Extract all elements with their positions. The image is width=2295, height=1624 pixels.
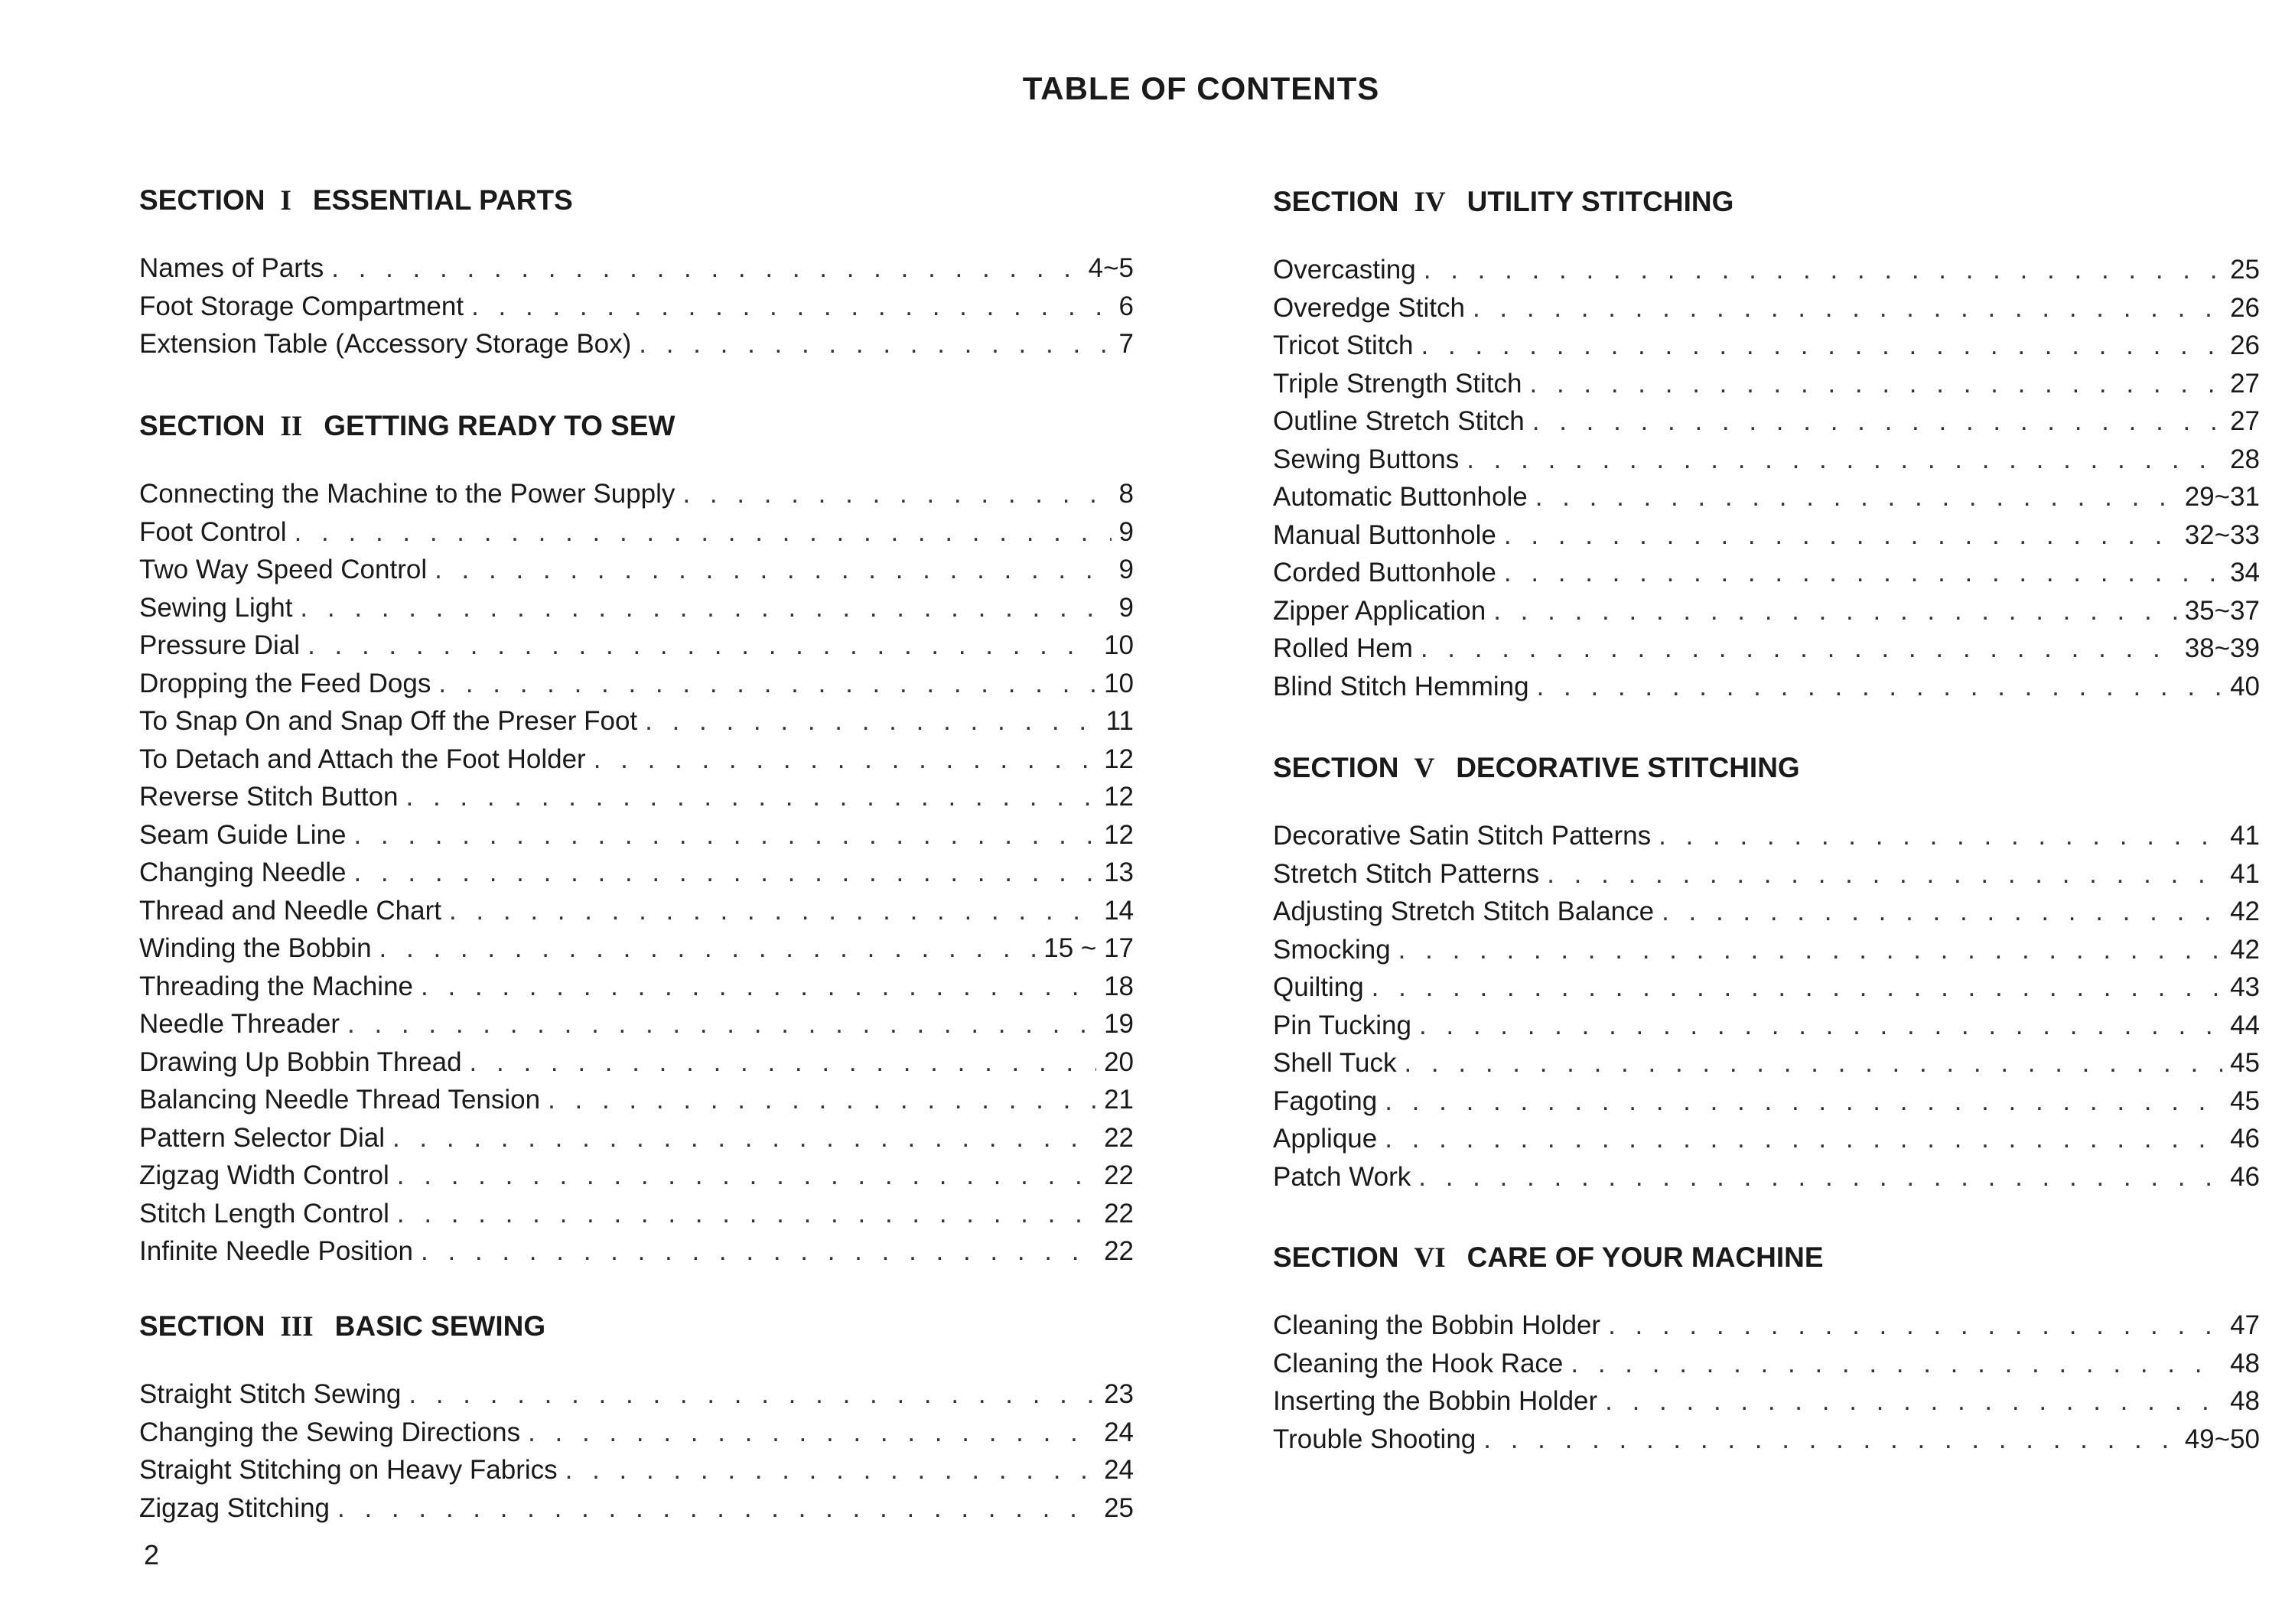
section-numeral: I: [280, 185, 291, 216]
leader-dots: [392, 1119, 1096, 1157]
toc-entry-label: Balancing Needle Thread Tension: [139, 1085, 541, 1115]
toc-entry-label: Zigzag Width Control: [139, 1160, 389, 1190]
toc-entry: [139, 513, 1134, 552]
toc-entry-label: Corded Buttonhole: [1273, 558, 1496, 587]
toc-entry: [1273, 289, 2260, 327]
leader-dots: [1385, 1120, 2222, 1158]
toc-entry-page: 13: [1104, 858, 1134, 887]
toc-entry: [1273, 668, 2260, 706]
toc-entry-page: 19: [1104, 1009, 1134, 1039]
section-numeral: V: [1414, 753, 1435, 784]
toc-entry-label: Pin Tucking: [1273, 1010, 1411, 1040]
toc-entry-page: 45: [2230, 1048, 2260, 1078]
toc-entry: [1273, 931, 2260, 969]
toc-entry-page: 41: [2230, 858, 2260, 889]
toc-entry: [139, 1043, 1134, 1082]
toc-entry-page: 26: [2230, 292, 2260, 323]
leader-dots: [645, 702, 1099, 740]
toc-entry: [1273, 516, 2260, 555]
toc-entry-page: 25: [1104, 1492, 1134, 1523]
toc-entry: [1273, 630, 2260, 668]
toc-entry-page: 34: [2230, 558, 2260, 587]
leader-dots: [639, 325, 1111, 363]
leader-dots: [421, 968, 1096, 1006]
toc-entry-label: To Detach and Attach the Foot Holder: [139, 744, 586, 774]
toc-entry-page: 11: [1105, 706, 1134, 736]
section-heading: [139, 408, 1134, 444]
toc-entry-page: 20: [1104, 1046, 1134, 1077]
section-name: GETTING READY TO SEW: [324, 410, 675, 441]
toc-entry-page: 10: [1104, 668, 1134, 698]
section-prefix: SECTION: [139, 410, 265, 441]
toc-entry: [139, 1005, 1134, 1043]
section-prefix: SECTION: [1273, 752, 1399, 783]
section-name: UTILITY STITCHING: [1467, 186, 1734, 217]
toc-entry-label: Needle Threader: [139, 1009, 340, 1039]
toc-entry: [1273, 441, 2260, 479]
toc-entry: [1273, 365, 2260, 403]
leader-dots: [1473, 289, 2222, 327]
toc-entry: [1273, 968, 2260, 1007]
toc-entry-page: 45: [2230, 1085, 2260, 1116]
leader-dots: [353, 816, 1096, 854]
leader-dots: [1605, 1382, 2222, 1421]
leader-dots: [435, 551, 1111, 589]
toc-entry-page: 7: [1118, 329, 1134, 359]
toc-entry-page: 14: [1104, 895, 1134, 926]
toc-entry-page: 4~5: [1088, 253, 1134, 283]
leader-dots: [1504, 516, 2177, 555]
toc-entry: [139, 1489, 1134, 1528]
toc-entry-label: Cleaning the Bobbin Holder: [1273, 1310, 1601, 1340]
toc-entry-page: 12: [1104, 819, 1134, 850]
toc-entry: [139, 288, 1134, 326]
section-name: ESSENTIAL PARTS: [312, 184, 573, 216]
toc-entry-page: 18: [1104, 971, 1134, 1001]
toc-entry: [1273, 1158, 2260, 1196]
toc-entry-page: 46: [2230, 1161, 2260, 1192]
toc-entry-page: 12: [1104, 782, 1134, 812]
toc-entry-label: Overedge Stitch: [1273, 292, 1465, 323]
toc-entry: [139, 249, 1134, 288]
section-numeral: III: [280, 1311, 314, 1342]
toc-entry-label: Decorative Satin Stitch Patterns: [1273, 821, 1652, 851]
toc-entry: [1273, 1421, 2260, 1459]
toc-entry-page: 23: [1104, 1379, 1134, 1409]
toc-entry: [1273, 893, 2260, 931]
toc-entry: [139, 1157, 1134, 1195]
toc-entry: [1273, 1082, 2260, 1121]
leader-dots: [1662, 893, 2222, 931]
leader-dots: [1385, 1082, 2222, 1121]
toc-entry-page: 24: [1104, 1455, 1134, 1485]
toc-entry: [1273, 251, 2260, 289]
toc-entry-label: Extension Table (Accessory Storage Box): [139, 329, 632, 359]
section-prefix: SECTION: [1273, 186, 1399, 217]
toc-section: [1273, 184, 2260, 705]
toc-entry-page: 32~33: [2184, 519, 2260, 550]
section-numeral: II: [280, 411, 303, 442]
toc-entry: [1273, 1307, 2260, 1345]
toc-entry-label: Quilting: [1273, 972, 1364, 1002]
toc-entry-label: Shell Tuck: [1273, 1048, 1397, 1078]
section-prefix: SECTION: [1273, 1242, 1399, 1273]
leader-dots: [1608, 1307, 2222, 1345]
leader-dots: [1419, 1007, 2222, 1045]
toc-entry-page: 9: [1118, 592, 1134, 623]
leader-dots: [1504, 554, 2222, 592]
toc-entry-page: 42: [2230, 897, 2260, 926]
toc-entry-label: Rolled Hem: [1273, 633, 1413, 663]
leader-dots: [347, 1005, 1096, 1043]
toc-entry-label: Outline Stretch Stitch: [1273, 406, 1525, 436]
leader-dots: [308, 626, 1096, 665]
toc-entry-page: 27: [2230, 368, 2260, 399]
leader-dots: [548, 1081, 1096, 1119]
toc-entry-label: Tricot Stitch: [1273, 330, 1414, 360]
page-number: 2: [144, 1539, 160, 1570]
toc-entry-label: Reverse Stitch Button: [139, 782, 399, 812]
toc-entry-label: Changing Needle: [139, 858, 347, 887]
toc-entry: [139, 1119, 1134, 1157]
leader-dots: [682, 475, 1111, 513]
leader-dots: [397, 1195, 1096, 1233]
toc-entry-page: 42: [2230, 934, 2260, 965]
toc-entry: [139, 589, 1134, 627]
toc-entry-page: 22: [1104, 1122, 1134, 1153]
toc-entry: [139, 892, 1134, 930]
toc-entry: [139, 1232, 1134, 1271]
leader-dots: [1467, 441, 2222, 479]
toc-entry-label: Threading the Machine: [139, 971, 413, 1001]
toc-entry: [1273, 855, 2260, 893]
toc-entry: [139, 665, 1134, 703]
leader-dots: [353, 854, 1096, 892]
toc-section: [139, 182, 1134, 363]
toc-entry-label: Zipper Application: [1273, 595, 1486, 626]
toc-entry-page: 22: [1104, 1236, 1134, 1266]
toc-entry-label: Adjusting Stretch Stitch Balance: [1273, 897, 1655, 926]
toc-entry: [139, 1451, 1134, 1489]
toc-entry: [139, 968, 1134, 1006]
toc-entry: [139, 475, 1134, 513]
toc-entry-page: 6: [1118, 291, 1134, 321]
toc-entry-label: Inserting the Bobbin Holder: [1273, 1386, 1598, 1416]
toc-entry-page: 25: [2230, 255, 2260, 285]
leader-dots: [295, 513, 1112, 552]
toc-entry-label: Seam Guide Line: [139, 819, 347, 850]
toc-entry-list: [139, 475, 1134, 1271]
leader-dots: [1404, 1044, 2222, 1082]
leader-dots: [1421, 630, 2177, 668]
toc-entry-page: 10: [1104, 630, 1134, 660]
toc-entry: [139, 325, 1134, 363]
toc-entry-page: 8: [1118, 479, 1134, 509]
toc-entry-page: 38~39: [2184, 633, 2260, 663]
leader-dots: [594, 740, 1096, 779]
toc-entry-label: Names of Parts: [139, 253, 324, 283]
leader-dots: [1537, 668, 2222, 706]
toc-section: [1273, 750, 2260, 1196]
toc-entry: [1273, 1345, 2260, 1383]
toc-entry: [139, 702, 1134, 740]
leader-dots: [1418, 1158, 2222, 1196]
toc-entry-label: Dropping the Feed Dogs: [139, 668, 431, 698]
toc-entry-page: 48: [2230, 1348, 2260, 1378]
toc-entry: [139, 1375, 1134, 1414]
toc-entry-label: Two Way Speed Control: [139, 555, 428, 584]
leader-dots: [1535, 478, 2177, 516]
toc-entry-label: Sewing Light: [139, 592, 293, 623]
toc-entry-label: Pattern Selector Dial: [139, 1122, 385, 1153]
page-title: TABLE OF CONTENTS: [1022, 70, 1380, 106]
toc-entry-label: Stretch Stitch Patterns: [1273, 858, 1540, 889]
toc-entry-page: 15 ~ 17: [1043, 933, 1134, 963]
leader-dots: [1532, 402, 2222, 441]
toc-entry: [139, 816, 1134, 854]
leader-dots: [1398, 931, 2222, 969]
leader-dots: [379, 929, 1037, 968]
toc-entry: [139, 551, 1134, 589]
toc-entry: [1273, 1007, 2260, 1045]
leader-dots: [471, 288, 1111, 326]
toc-entry-label: Foot Storage Compartment: [139, 291, 464, 321]
toc-entry-label: To Snap On and Snap Off the Preser Foot: [139, 706, 638, 736]
toc-entry-label: Blind Stitch Hemming: [1273, 671, 1529, 701]
toc-entry-list: [139, 249, 1134, 363]
toc-entry-label: Straight Stitching on Heavy Fabrics: [139, 1455, 558, 1485]
toc-entry: [1273, 817, 2260, 855]
toc-entry: [139, 1414, 1134, 1452]
leader-dots: [1547, 855, 2222, 893]
toc-entry-label: Triple Strength Stitch: [1273, 368, 1522, 399]
toc-entry-label: Applique: [1273, 1124, 1378, 1154]
toc-entry-page: 40: [2230, 671, 2260, 701]
toc-entry: [139, 854, 1134, 892]
leader-dots: [421, 1232, 1096, 1271]
toc-entry-label: Patch Work: [1273, 1161, 1411, 1192]
toc-entry-page: 12: [1104, 744, 1134, 774]
toc-entry-label: Fagoting: [1273, 1085, 1378, 1116]
section-heading: [139, 1308, 1134, 1345]
toc-entry-page: 43: [2230, 972, 2260, 1002]
leader-dots: [1372, 968, 2222, 1007]
toc-entry-label: Smocking: [1273, 934, 1391, 965]
toc-entry: [139, 1081, 1134, 1119]
toc-entry: [139, 929, 1134, 968]
toc-section: [1273, 1239, 2260, 1458]
toc-entry-label: Manual Buttonhole: [1273, 519, 1496, 550]
toc-entry-page: 29~31: [2184, 482, 2260, 512]
leader-dots: [1659, 817, 2222, 855]
toc-entry: [1273, 478, 2260, 516]
leader-dots: [438, 665, 1096, 703]
section-prefix: SECTION: [139, 184, 265, 216]
toc-entry-page: 21: [1104, 1085, 1134, 1115]
section-numeral: IV: [1414, 187, 1446, 218]
toc-entry-label: Cleaning the Hook Race: [1273, 1348, 1564, 1378]
toc-entry-list: [1273, 1307, 2260, 1458]
leader-dots: [406, 778, 1097, 816]
section-heading: [1273, 750, 2260, 786]
toc-entry: [1273, 1044, 2260, 1082]
toc-entry-page: 35~37: [2184, 595, 2260, 626]
toc-entry-label: Thread and Needle Chart: [139, 895, 441, 926]
toc-entry-page: 9: [1118, 555, 1134, 584]
section-name: DECORATIVE STITCHING: [1456, 752, 1800, 783]
toc-entry-label: Zigzag Stitching: [139, 1492, 330, 1523]
toc-entry-label: Winding the Bobbin: [139, 933, 372, 963]
leader-dots: [565, 1451, 1096, 1489]
toc-entry-label: Overcasting: [1273, 255, 1416, 285]
section-heading: [1273, 184, 2260, 220]
toc-entry: [1273, 1120, 2260, 1158]
leader-dots: [300, 589, 1111, 627]
toc-entry-label: Automatic Buttonhole: [1273, 482, 1528, 512]
toc-entry: [1273, 327, 2260, 365]
leader-dots: [397, 1157, 1096, 1195]
toc-entry: [1273, 1382, 2260, 1421]
toc-entry-page: 49~50: [2184, 1424, 2260, 1454]
toc-section: [139, 408, 1134, 1271]
toc-entry-page: 48: [2230, 1386, 2260, 1416]
toc-entry-label: Connecting the Machine to the Power Supply: [139, 479, 675, 509]
leader-dots: [337, 1489, 1096, 1528]
toc-entry-label: Sewing Buttons: [1273, 444, 1460, 474]
leader-dots: [1571, 1345, 2222, 1383]
leader-dots: [1421, 327, 2222, 365]
toc-entry-label: Straight Stitch Sewing: [139, 1379, 402, 1409]
toc-entry-label: Foot Control: [139, 516, 287, 547]
toc-entry: [1273, 554, 2260, 592]
toc-entry-page: 22: [1104, 1198, 1134, 1229]
toc-entry-list: [139, 1375, 1134, 1527]
section-heading: [1273, 1239, 2260, 1276]
toc-entry: [1273, 402, 2260, 441]
section-name: CARE OF YOUR MACHINE: [1467, 1242, 1824, 1273]
toc-entry-page: 27: [2230, 406, 2260, 436]
toc-entry-page: 41: [2230, 821, 2260, 851]
toc-entry-page: 46: [2230, 1124, 2260, 1154]
toc-entry-label: Drawing Up Bobbin Thread: [139, 1046, 462, 1077]
section-prefix: SECTION: [139, 1310, 265, 1342]
toc-entry-label: Trouble Shooting: [1273, 1424, 1476, 1454]
section-numeral: VI: [1414, 1242, 1446, 1274]
leader-dots: [1530, 365, 2223, 403]
toc-entry-list: [1273, 251, 2260, 705]
toc-entry-label: Stitch Length Control: [139, 1198, 389, 1229]
leader-dots: [470, 1043, 1097, 1082]
toc-entry-label: Pressure Dial: [139, 630, 301, 660]
toc-entry-page: 24: [1104, 1417, 1134, 1447]
toc-entry-page: 9: [1118, 516, 1134, 547]
toc-entry: [139, 778, 1134, 816]
toc-entry-page: 28: [2230, 444, 2260, 474]
leader-dots: [528, 1414, 1096, 1452]
toc-entry: [1273, 592, 2260, 630]
toc-entry-list: [1273, 817, 2260, 1196]
section-heading: [139, 182, 1134, 219]
toc-entry-label: Infinite Needle Position: [139, 1236, 413, 1266]
toc-entry: [139, 740, 1134, 779]
toc-entry: [139, 626, 1134, 665]
toc-section: [139, 1308, 1134, 1527]
leader-dots: [409, 1375, 1096, 1414]
toc-entry-page: 26: [2230, 330, 2260, 360]
leader-dots: [331, 249, 1080, 288]
section-name: BASIC SEWING: [334, 1310, 546, 1342]
leader-dots: [1424, 251, 2222, 289]
toc-entry-label: Changing the Sewing Directions: [139, 1417, 521, 1447]
leader-dots: [1493, 592, 2176, 630]
leader-dots: [1483, 1421, 2176, 1459]
toc-entry-page: 44: [2230, 1010, 2260, 1040]
leader-dots: [449, 892, 1096, 930]
toc-entry-page: 22: [1104, 1160, 1134, 1190]
toc-entry-page: 47: [2230, 1310, 2260, 1340]
toc-entry: [139, 1195, 1134, 1233]
